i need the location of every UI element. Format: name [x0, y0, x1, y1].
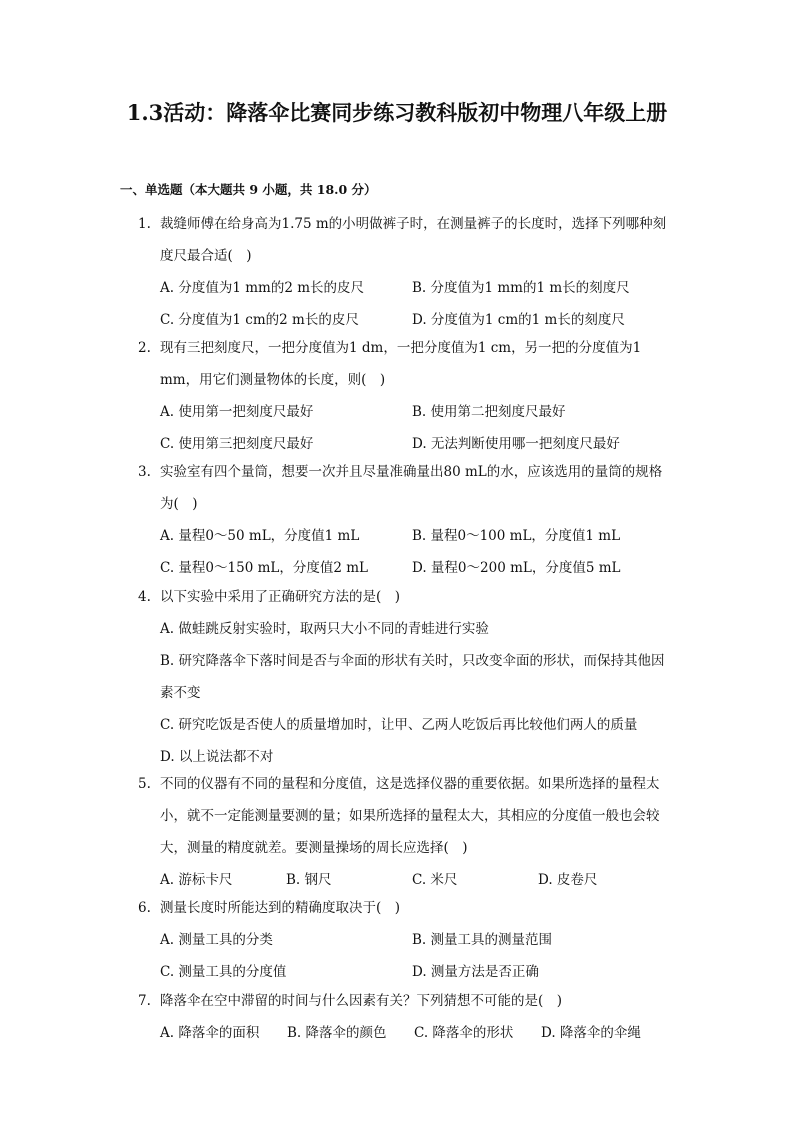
option-d[interactable]: D. 分度值为1 cm的1 m长的刻度尺	[412, 312, 625, 328]
option-d[interactable]: D. 皮卷尺	[538, 872, 598, 888]
option-a[interactable]: A. 做蛙跳反射实验时，取两只大小不同的青蛙进行实验	[160, 621, 489, 637]
option-list	[160, 924, 668, 988]
question-number: 4.	[138, 589, 151, 605]
question-stem: 现有三把刻度尺，一把分度值为1 dm，一把分度值为1 cm，另一把的分度值为1 mm，用它们测量物体的长度，则( )	[160, 340, 642, 388]
question-stem: 实验室有四个量筒，想要一次并且尽量准确量出80 mL的水，应该选用的量筒的规格为( )	[160, 464, 663, 512]
option-b[interactable]: B. 降落伞的颜色	[287, 1025, 387, 1041]
option-c[interactable]: C. 降落伞的形状	[414, 1025, 514, 1041]
document-title: 1.3活动：降落伞比赛同步练习教科版初中物理八年级上册	[126, 100, 668, 125]
option-list	[160, 272, 668, 336]
option-a[interactable]: A. 游标卡尺	[160, 872, 233, 888]
option-a[interactable]: A. 使用第一把刻度尺最好	[160, 404, 314, 420]
option-b[interactable]: B. 量程0～100 mL，分度值1 mL	[412, 528, 621, 544]
question-number: 2.	[138, 340, 151, 356]
question-6	[138, 892, 668, 988]
option-list	[160, 1017, 668, 1049]
option-b[interactable]: B. 使用第二把刻度尺最好	[412, 404, 566, 420]
option-c[interactable]: C. 量程0～150 mL，分度值2 mL	[160, 560, 368, 576]
question-number: 6.	[138, 900, 151, 916]
option-a[interactable]: A. 量程0～50 mL，分度值1 mL	[160, 528, 360, 544]
question-5	[138, 768, 668, 896]
option-d[interactable]: D. 降落伞的伞绳	[541, 1025, 641, 1041]
question-3	[138, 456, 668, 584]
option-d[interactable]: D. 量程0～200 mL，分度值5 mL	[412, 560, 621, 576]
question-stem: 不同的仪器有不同的量程和分度值，这是选择仪器的重要依据。如果所选择的量程太小，就不一定能测量要测的量；如果所选择的量程太大，其相应的分度值一般也会较大，测量的精度就差。要测量操场的周长应选择( )	[160, 776, 660, 856]
option-d[interactable]: D. 无法判断使用哪一把刻度尺最好	[412, 436, 620, 452]
option-c[interactable]: C. 分度值为1 cm的2 m长的皮尺	[160, 312, 359, 328]
question-stem: 以下实验中采用了正确研究方法的是( )	[160, 589, 401, 605]
question-2	[138, 332, 668, 460]
option-list	[160, 396, 668, 460]
option-b[interactable]: B. 测量工具的测量范围	[412, 932, 553, 948]
question-number: 1.	[138, 216, 151, 232]
question-number: 7.	[138, 993, 151, 1009]
question-number: 3.	[138, 464, 151, 480]
question-stem: 降落伞在空中滞留的时间与什么因素有关？下列猜想不可能的是( )	[160, 993, 563, 1009]
option-c[interactable]: C. 米尺	[412, 872, 458, 888]
option-d[interactable]: D. 测量方法是否正确	[412, 964, 539, 980]
question-stem: 裁缝师傅在给身高为1.75 m的小明做裤子时，在测量裤子的长度时，选择下列哪种刻度尺最合适( )	[160, 216, 667, 264]
question-stem: 测量长度时所能达到的精确度取决于( )	[160, 900, 401, 916]
option-d[interactable]: D. 以上说法都不对	[160, 749, 274, 765]
option-a[interactable]: A. 降落伞的面积	[160, 1025, 260, 1041]
option-c[interactable]: C. 研究吃饭是否使人的质量增加时，让甲、乙两人吃饭后再比较他们两人的质量	[160, 717, 638, 733]
option-a[interactable]: A. 测量工具的分类	[160, 932, 273, 948]
option-b[interactable]: B. 钢尺	[286, 872, 332, 888]
question-1	[138, 208, 668, 336]
option-list	[160, 613, 668, 773]
question-7	[138, 985, 668, 1049]
option-b[interactable]: B. 研究降落伞下落时间是否与伞面的形状有关时，只改变伞面的形状，而保持其他因素不变	[160, 653, 665, 701]
question-4	[138, 581, 668, 773]
option-c[interactable]: C. 使用第三把刻度尺最好	[160, 436, 314, 452]
section-heading: 一、单选题（本大题共 9 小题，共 18.0 分）	[120, 182, 377, 197]
option-b[interactable]: B. 分度值为1 mm的1 m长的刻度尺	[412, 280, 630, 296]
option-c[interactable]: C. 测量工具的分度值	[160, 964, 287, 980]
option-a[interactable]: A. 分度值为1 mm的2 m长的皮尺	[160, 280, 364, 296]
question-number: 5.	[138, 776, 151, 792]
option-list	[160, 520, 668, 584]
